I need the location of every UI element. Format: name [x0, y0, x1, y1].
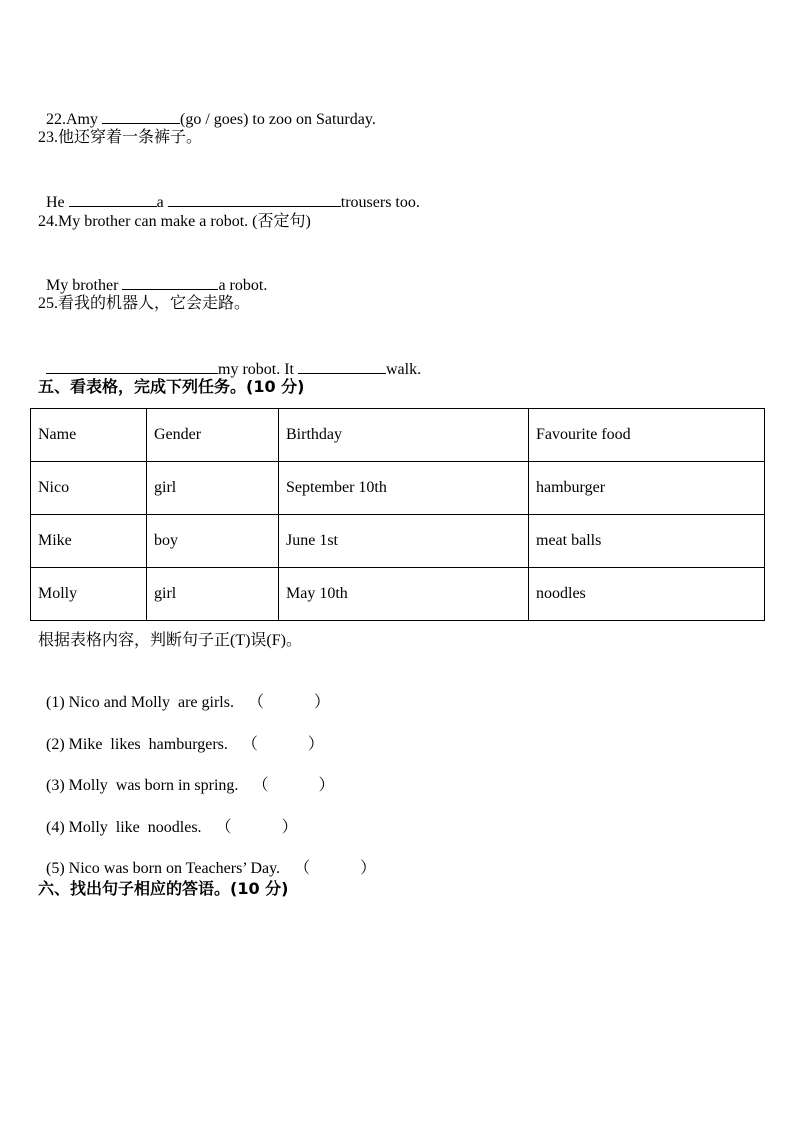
judge-statement: (4) Molly like noodles.: [46, 819, 202, 836]
question-24-prompt: 24.My brother can make a robot. (否定句): [38, 213, 311, 230]
answer-paren-close: ）: [313, 694, 330, 711]
table-cell: June 1st: [279, 515, 529, 568]
answer-blank[interactable]: [168, 190, 341, 207]
table-header-cell: Birthday: [279, 409, 529, 462]
answer-word: my robot. It: [218, 361, 298, 378]
question-24-answer: [38, 253, 267, 296]
judge-item: [38, 839, 376, 879]
table-cell: girl: [147, 462, 279, 515]
table-cell: hamburger: [529, 462, 765, 515]
answer-paren-open: （: [294, 860, 311, 877]
question-number: 22.: [46, 111, 66, 128]
table-header-row: [31, 409, 765, 462]
answer-paren-open: （: [241, 736, 258, 753]
judge-item: [38, 756, 334, 796]
table-header-cell: Favourite food: [529, 409, 765, 462]
answer-paren-open: （: [215, 819, 232, 836]
judge-item: [38, 673, 330, 713]
section-5-heading: 五、看表格，完成下列任务。(10 分): [38, 377, 305, 396]
question-25-prompt: 25.看我的机器人，它会走路。: [38, 295, 251, 312]
judge-statement: (3) Molly was born in spring.: [46, 777, 239, 794]
answer-blank[interactable]: [298, 357, 386, 374]
question-23-prompt: 23.他还穿着一条裤子。: [38, 129, 203, 146]
judge-statement: (1) Nico and Molly are girls.: [46, 694, 234, 711]
answer-paren-open: （: [247, 694, 264, 711]
table-cell: noodles: [529, 568, 765, 621]
table-cell: Mike: [31, 515, 147, 568]
answer-blank[interactable]: [46, 357, 218, 374]
answer-blank[interactable]: [102, 107, 180, 124]
judge-item: [38, 798, 298, 838]
table-cell: meat balls: [529, 515, 765, 568]
answer-paren-close: ）: [307, 736, 324, 753]
table-cell: boy: [147, 515, 279, 568]
table-cell: girl: [147, 568, 279, 621]
question-23-answer: [38, 170, 420, 213]
table-cell: September 10th: [279, 462, 529, 515]
question-text-after: (go / goes) to zoo on Saturday.: [180, 111, 376, 128]
answer-paren-close: ）: [360, 860, 377, 877]
table-row: [31, 515, 765, 568]
answer-word: a robot.: [218, 277, 268, 294]
judge-statement: (5) Nico was born on Teachers’ Day.: [46, 860, 281, 877]
judge-statement: (2) Mike likes hamburgers.: [46, 736, 228, 753]
table-row: [31, 462, 765, 515]
answer-paren-open: （: [252, 777, 269, 794]
answer-paren-close: ）: [318, 777, 335, 794]
table-row: [31, 568, 765, 621]
question-text-before: Amy: [66, 111, 102, 128]
answer-word: a: [156, 194, 168, 211]
table-cell: Nico: [31, 462, 147, 515]
judge-item: [38, 715, 324, 755]
question-22: [38, 87, 376, 130]
section-6-heading: 六、找出句子相应的答语。(10 分): [38, 879, 289, 898]
info-table: [30, 408, 765, 621]
table-cell: Molly: [31, 568, 147, 621]
answer-word: walk.: [386, 361, 422, 378]
answer-word: My brother: [46, 277, 123, 294]
answer-word: He: [46, 194, 69, 211]
answer-paren-close: ）: [281, 819, 298, 836]
table-header-cell: Gender: [147, 409, 279, 462]
judge-instruction: 根据表格内容，判断句子正(T)误(F)。: [38, 632, 302, 649]
answer-blank[interactable]: [69, 190, 157, 207]
question-25-answer: [38, 337, 421, 380]
answer-word: trousers too.: [340, 194, 420, 211]
table-header-cell: Name: [31, 409, 147, 462]
table-cell: May 10th: [279, 568, 529, 621]
answer-blank[interactable]: [122, 273, 218, 290]
